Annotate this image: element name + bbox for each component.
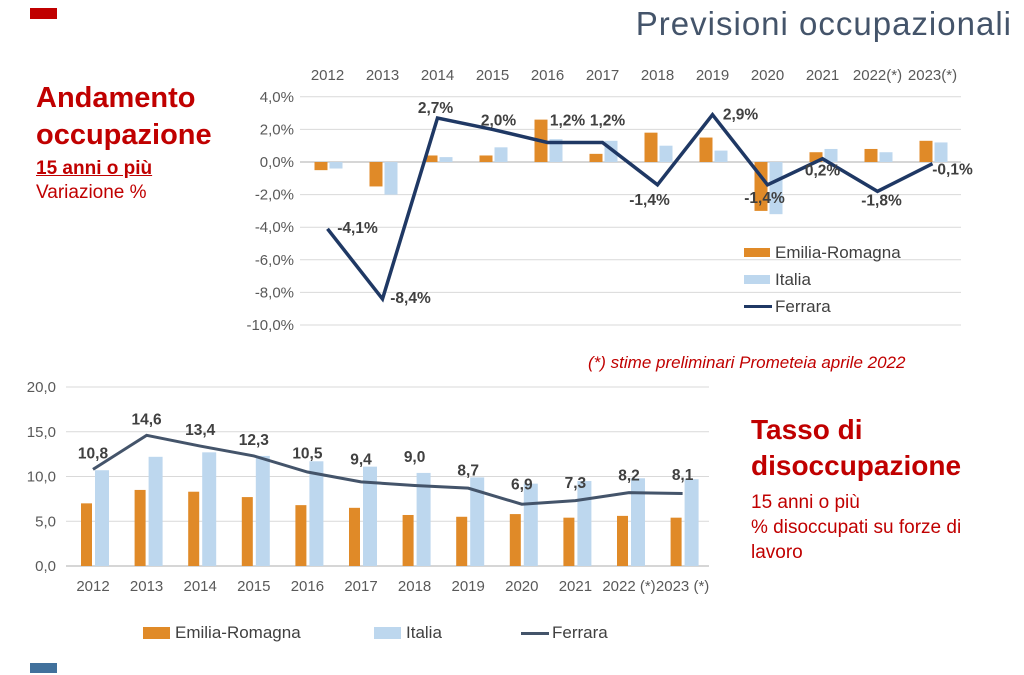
data-label: -1,4%: [629, 191, 670, 209]
data-label: -0,1%: [932, 161, 973, 179]
bar-emilia-romagna: [645, 133, 658, 162]
data-label: 12,3: [238, 431, 269, 449]
bottom-legend-item-ferrara: [521, 620, 608, 646]
x-axis-category-label: 2019: [451, 578, 485, 595]
bar-italia: [660, 146, 673, 162]
x-axis-category-label: 2017: [585, 67, 620, 84]
data-label: 13,4: [185, 422, 216, 440]
x-axis-category-label: 2016: [290, 578, 325, 595]
bar-emilia-romagna: [865, 149, 878, 162]
data-label: -1,4%: [744, 189, 785, 207]
x-axis-category-label: 2015: [237, 578, 271, 595]
data-label: 2,9%: [722, 106, 759, 124]
data-label: 9,0: [403, 448, 426, 466]
bottom-legend-item-italia: [374, 620, 442, 646]
bar-italia: [202, 452, 216, 566]
legend-item-emilia-romagna: [744, 239, 901, 266]
data-label: 8,7: [457, 462, 479, 480]
y-axis-tick-label: 2,0%: [259, 121, 294, 139]
y-axis-tick-label: -6,0%: [254, 251, 294, 269]
data-label: -8,4%: [390, 289, 431, 307]
bar-emilia-romagna: [671, 518, 682, 566]
bar-emilia-romagna: [295, 505, 306, 566]
x-axis-category-label: 2014: [420, 67, 455, 84]
x-axis-category-label: 2018: [640, 67, 675, 84]
bar-emilia-romagna: [315, 162, 328, 170]
legend-label-italia: Italia: [406, 623, 442, 642]
x-axis-category-label: 2023(*): [907, 67, 958, 84]
legend-item-ferrara: [744, 293, 901, 320]
x-axis-category-label: 2013: [129, 578, 164, 595]
bar-emilia-romagna: [81, 503, 92, 566]
data-label: 6,9: [511, 476, 533, 494]
data-label: 7,3: [564, 474, 587, 492]
bar-emilia-romagna: [700, 138, 713, 162]
y-axis-tick-label: 4,0%: [259, 88, 294, 106]
unemployment-rate-text-block: [751, 412, 996, 565]
left-caption: Variazione %: [36, 182, 147, 203]
data-label: 8,1: [671, 467, 694, 485]
data-label: 10,8: [77, 445, 109, 463]
bar-emilia-romagna: [590, 154, 603, 162]
legend-item-italia: [744, 266, 901, 293]
footnote: (*) stime preliminari Prometeia aprile 2022: [588, 353, 906, 372]
bar-italia: [495, 147, 508, 162]
line-ferrara: [93, 435, 683, 504]
data-label: 10,5: [292, 445, 323, 463]
x-axis-category-label: 2017: [344, 578, 378, 595]
right-heading-line2: disoccupazione: [751, 450, 962, 481]
x-axis-category-label: 2019: [695, 67, 730, 84]
y-axis-tick-label: -10,0%: [246, 317, 294, 334]
x-axis-category-label: 2018: [397, 578, 432, 595]
y-axis-tick-label: 0,0: [35, 558, 56, 575]
bar-emilia-romagna: [617, 516, 628, 566]
bar-italia: [95, 470, 109, 566]
bar-italia: [149, 457, 163, 566]
bar-emilia-romagna: [349, 508, 360, 566]
bar-italia: [577, 481, 591, 566]
legend-label-ferrara: Ferrara: [552, 623, 608, 642]
data-label: 2,0%: [480, 112, 517, 130]
slide-title: Previsioni occupazionali: [635, 5, 1012, 42]
unemployment-rate-chart: [27, 379, 709, 595]
legend-label-italia: Italia: [775, 269, 811, 289]
bar-italia: [524, 484, 538, 566]
ferrara-line-swatch-icon: [521, 632, 549, 635]
bar-emilia-romagna: [920, 141, 933, 162]
x-axis-category-label: 2012: [310, 67, 345, 84]
data-label: -1,8%: [861, 192, 902, 210]
y-axis-tick-label: 0,0%: [259, 154, 294, 171]
left-subtitle: 15 anni o più: [36, 158, 153, 179]
bar-emilia-romagna: [188, 492, 199, 566]
legend-label-emilia-romagna: Emilia-Romagna: [175, 623, 301, 642]
y-axis-tick-label: 10,0: [26, 468, 56, 486]
data-label: 8,2: [618, 467, 640, 485]
y-axis-tick-label: 20,0: [26, 379, 56, 396]
data-label: 14,6: [131, 411, 162, 429]
right-subtitle: 15 anni o più: [751, 492, 860, 513]
bar-emilia-romagna: [510, 514, 521, 566]
x-axis-category-label: 2021: [805, 67, 840, 84]
bar-italia: [309, 461, 323, 566]
emilia-romagna-swatch-icon: [143, 627, 170, 639]
bar-emilia-romagna: [480, 155, 493, 162]
right-heading-line1: Tasso di: [751, 414, 863, 445]
data-label: -4,1%: [337, 219, 378, 237]
italia-swatch-icon: [744, 275, 770, 284]
x-axis-category-label: 2022 (*): [602, 578, 656, 595]
bar-italia: [330, 162, 343, 169]
bar-italia: [385, 162, 398, 195]
y-axis-tick-label: -8,0%: [254, 284, 294, 302]
data-label: 0,2%: [804, 162, 841, 180]
bottom-legend-item-emilia-romagna: [143, 620, 301, 646]
x-axis-category-label: 2015: [475, 67, 510, 84]
data-label: 1,2%: [549, 112, 586, 130]
left-heading-line1: Andamento: [36, 82, 196, 114]
bar-emilia-romagna: [456, 517, 467, 566]
legend-label-ferrara: Ferrara: [775, 296, 831, 316]
x-axis-category-label: 2020: [505, 578, 539, 595]
data-label: 9,4: [350, 451, 372, 469]
legend-label-emilia-romagna: Emilia-Romagna: [775, 242, 901, 262]
ferrara-line-swatch-icon: [744, 305, 772, 308]
bar-italia: [440, 157, 453, 162]
bar-italia: [715, 151, 728, 162]
bar-emilia-romagna: [135, 490, 146, 566]
x-axis-category-label: 2021: [558, 578, 593, 595]
x-axis-category-label: 2014: [183, 578, 217, 595]
italia-swatch-icon: [374, 627, 401, 639]
emilia-romagna-swatch-icon: [744, 248, 770, 257]
x-axis-category-label: 2023 (*): [655, 578, 710, 595]
x-axis-category-label: 2013: [365, 67, 400, 84]
y-axis-tick-label: 5,0: [35, 513, 56, 531]
left-heading-line2: occupazione: [36, 119, 212, 151]
x-axis-category-label: 2022(*): [852, 67, 903, 84]
bar-italia: [256, 456, 270, 566]
right-caption: % disoccupati su forze di lavoro: [751, 517, 962, 563]
top-chart-legend: [744, 239, 901, 320]
data-label: 1,2%: [589, 112, 626, 130]
y-axis-tick-label: 15,0: [26, 423, 56, 441]
y-axis-tick-label: -4,0%: [254, 219, 294, 237]
x-axis-category-label: 2012: [76, 578, 110, 595]
bar-emilia-romagna: [242, 497, 253, 566]
bar-italia: [880, 152, 893, 162]
bar-italia: [685, 479, 699, 566]
bar-italia: [935, 142, 948, 162]
bar-emilia-romagna: [370, 162, 383, 186]
data-label: 2,7%: [417, 99, 454, 117]
bar-emilia-romagna: [403, 515, 414, 566]
bar-emilia-romagna: [563, 518, 574, 566]
x-axis-category-label: 2020: [750, 67, 785, 84]
x-axis-category-label: 2016: [530, 67, 565, 84]
y-axis-tick-label: -2,0%: [254, 186, 294, 204]
